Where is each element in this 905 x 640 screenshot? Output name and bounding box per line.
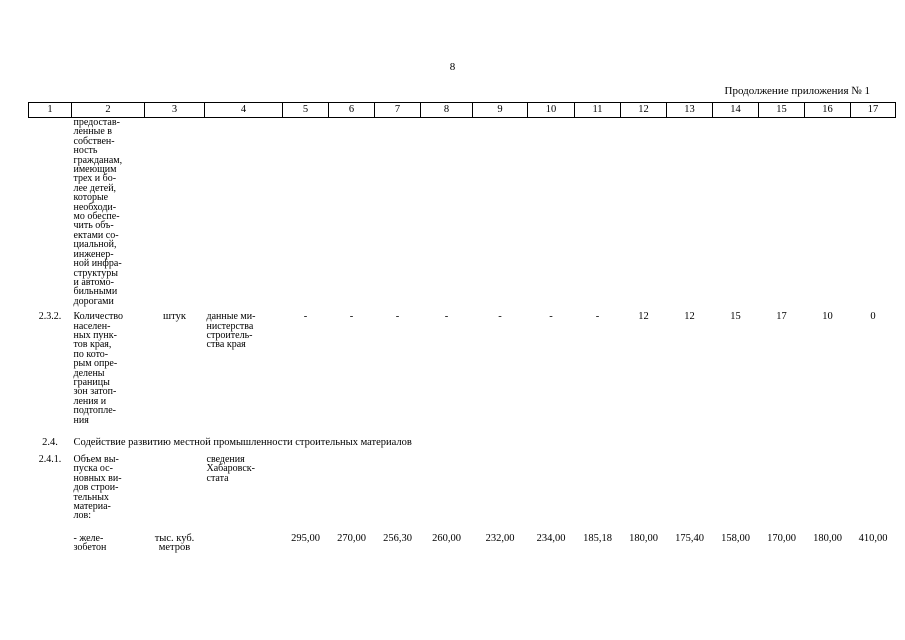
text-line: мо обеспе- [73,211,120,223]
value-col-12: 180,00 [629,532,658,544]
table-row [29,521,896,553]
table-row [29,449,896,521]
text-line: имеющим [73,164,117,176]
row-source [205,306,283,425]
text-line: ния [73,414,89,426]
value-col-17: 0 [870,311,876,323]
value-col-10: 234,00 [536,532,566,544]
value-col-8: - [444,311,449,323]
header-col-16: 16 [805,103,851,118]
text-line: тыс. куб. [154,532,195,544]
header-col-14: 14 [713,103,759,118]
value-col-11: - [595,311,600,323]
value-col-15: 17 [776,311,787,323]
text-line: материа- [73,501,111,513]
text-line: ленные в [73,126,113,138]
header-col-8: 8 [421,103,473,118]
text-line: и автомо- [73,276,114,288]
value-col-16: 10 [822,311,833,323]
text-line: - желе- [73,532,104,544]
section-title: Содействие развитию местной промышленности строительных материалов [73,437,412,448]
value-col-12: 12 [638,311,649,323]
section-number: 2.4. [42,437,58,448]
text-line: стата [206,472,229,484]
text-line: делены [73,367,105,379]
value-col-13: 12 [684,311,695,323]
header-col-15: 15 [759,103,805,118]
header-col-2: 2 [72,103,145,118]
value-col-13: 175,40 [675,532,704,544]
text-line: необходи- [73,201,117,213]
row-unit [145,521,205,553]
text-line: трех и бо- [73,173,117,185]
text-line: рым опре- [73,358,118,370]
header-col-6: 6 [329,103,375,118]
text-line: границы [73,376,110,388]
text-line: Количество [73,311,124,323]
text-line: ной инфра- [73,258,122,270]
header-col-13: 13 [667,103,713,118]
text-line: населен- [73,320,111,332]
header-col-10: 10 [528,103,575,118]
value-col-9: 232,00 [485,532,515,544]
text-line: которые [73,192,109,204]
header-row [29,103,896,118]
header-col-1: 1 [29,103,72,118]
section-row [29,425,896,449]
header-col-9: 9 [473,103,528,118]
value-col-7: 256,30 [383,532,412,544]
continuation-note: Продолжение приложения № 1 [724,85,870,97]
row-number: 2.3.2. [38,311,62,323]
value-col-11: 185,18 [583,532,612,544]
row-name [72,521,145,553]
text-line: ектами со- [73,229,119,241]
value-col-7: - [395,311,400,323]
row-name [72,449,145,521]
text-line: ность [73,145,98,157]
text-line: лов: [73,510,91,522]
text-line: тельных [73,491,109,503]
header-col-11: 11 [575,103,621,118]
text-line: циальной, [73,239,117,251]
row-number: 2.4.1. [38,454,62,465]
row-name-continuation [72,118,145,307]
text-line: тов края, [73,339,112,351]
text-line: зобетон [73,542,107,554]
text-line: дов строи- [73,482,119,494]
text-line: чить объ- [73,220,114,232]
value-col-9: - [498,311,502,323]
text-line: ных пунк- [73,329,117,341]
text-line: инженер- [73,248,114,260]
header-col-4: 4 [205,103,283,118]
text-line: собствен- [73,135,115,147]
text-line: пуска ос- [73,463,113,475]
table-row [29,306,896,425]
value-col-10: - [549,311,553,323]
value-col-5: - [303,311,308,323]
page-number: 8 [449,61,456,73]
text-line: Объем вы- [73,454,119,465]
text-line: лее детей, [73,182,117,194]
header-col-3: 3 [145,103,205,118]
value-col-14: 158,00 [721,532,750,544]
text-line: дорогами [73,295,114,307]
text-line: Хабаровск- [206,463,255,475]
text-line: подтопле- [73,405,116,417]
text-line: ления и [73,395,107,407]
text-line: зон затоп- [73,386,117,398]
text-line: строитель- [206,329,253,341]
row-source [205,449,283,521]
header-col-7: 7 [375,103,421,118]
row-unit: штук [163,311,186,323]
text-line: ства края [206,339,246,351]
value-col-5: 295,00 [291,532,320,544]
appendix-table [28,102,896,553]
text-line: структуры [73,267,118,279]
value-col-17: 410,00 [858,532,888,544]
value-col-6: 270,00 [337,532,366,544]
text-line: предостав- [73,117,120,128]
text-line: новных ви- [73,472,122,484]
text-line: по кото- [73,348,109,360]
value-col-15: 170,00 [767,532,796,544]
text-line: гражданам, [73,154,123,166]
text-line: сведения [206,454,245,465]
value-col-6: - [349,311,354,323]
text-line: метров [158,542,191,554]
text-line: бильными [73,286,118,298]
header-col-5: 5 [283,103,329,118]
header-col-12: 12 [621,103,667,118]
value-col-8: 260,00 [432,532,461,544]
text-line: данные ми- [206,311,256,323]
header-col-17: 17 [851,103,896,118]
value-col-14: 15 [730,311,741,323]
text-line: нистерства [206,320,254,332]
row-name [72,306,145,425]
value-col-16: 180,00 [813,532,842,544]
table-row [29,118,896,307]
